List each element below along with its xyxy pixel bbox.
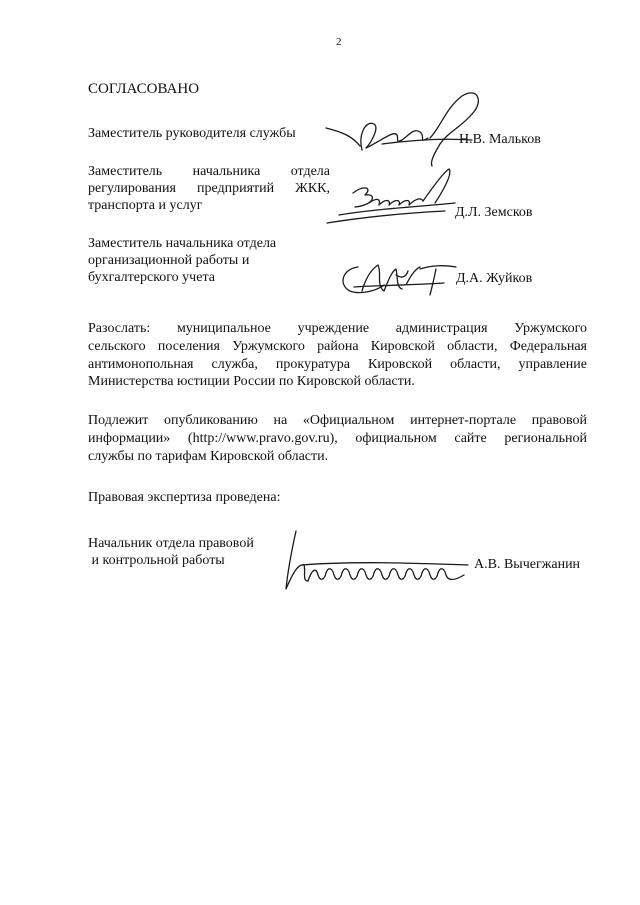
legal-review-text: Правовая экспертиза проведена: [88,490,281,505]
distribution-line: антимонопольная служба, прокуратура Кировской области, управление [88,357,587,372]
publication-line: службы по тарифам Кировской области. [88,449,329,464]
signature-zemskov-icon [325,163,465,233]
signer-name: Н.В. Мальков [459,132,541,147]
signer-position-line: Начальник отдела правовой [88,536,254,551]
distribution-line: Разослать: муниципальное учреждение администрация Уржумского [88,321,587,336]
distribution-line: Министерства юстиции России по Кировской области. [88,374,415,389]
approval-heading: СОГЛАСОВАНО [88,81,200,97]
publication-line: информации» (http://www.pravo.gov.ru), официальном сайте региональной [88,431,587,446]
signer-position-line: бухгалтерского учета [88,270,215,285]
signer-position-line: Заместитель руководителя службы [88,126,296,141]
signer-position-line: Заместитель начальника отдела [88,164,330,179]
signer-position-line: и контрольной работы [88,553,225,568]
signature-malkov-icon [322,88,492,168]
signer-name: Д.Л. Земсков [455,205,533,220]
signature-vychegzhanin-icon [272,525,472,595]
signer-position-line: организационной работы и [88,253,250,268]
signer-name: А.В. Вычегжанин [474,557,581,572]
distribution-line: сельского поселения Уржумского района Кировской области, Федеральная [88,339,587,354]
signature-zhuikov-icon [336,255,461,300]
signer-position-line: регулирования предприятий ЖКК, [88,181,330,196]
signer-name: Д.А. Жуйков [456,271,533,286]
page-number: 2 [336,36,342,48]
signer-position-line: транспорта и услуг [88,198,203,213]
signer-position-line: Заместитель начальника отдела [88,236,277,251]
publication-line: Подлежит опубликованию на «Официальном интернет-портале правовой [88,413,587,428]
